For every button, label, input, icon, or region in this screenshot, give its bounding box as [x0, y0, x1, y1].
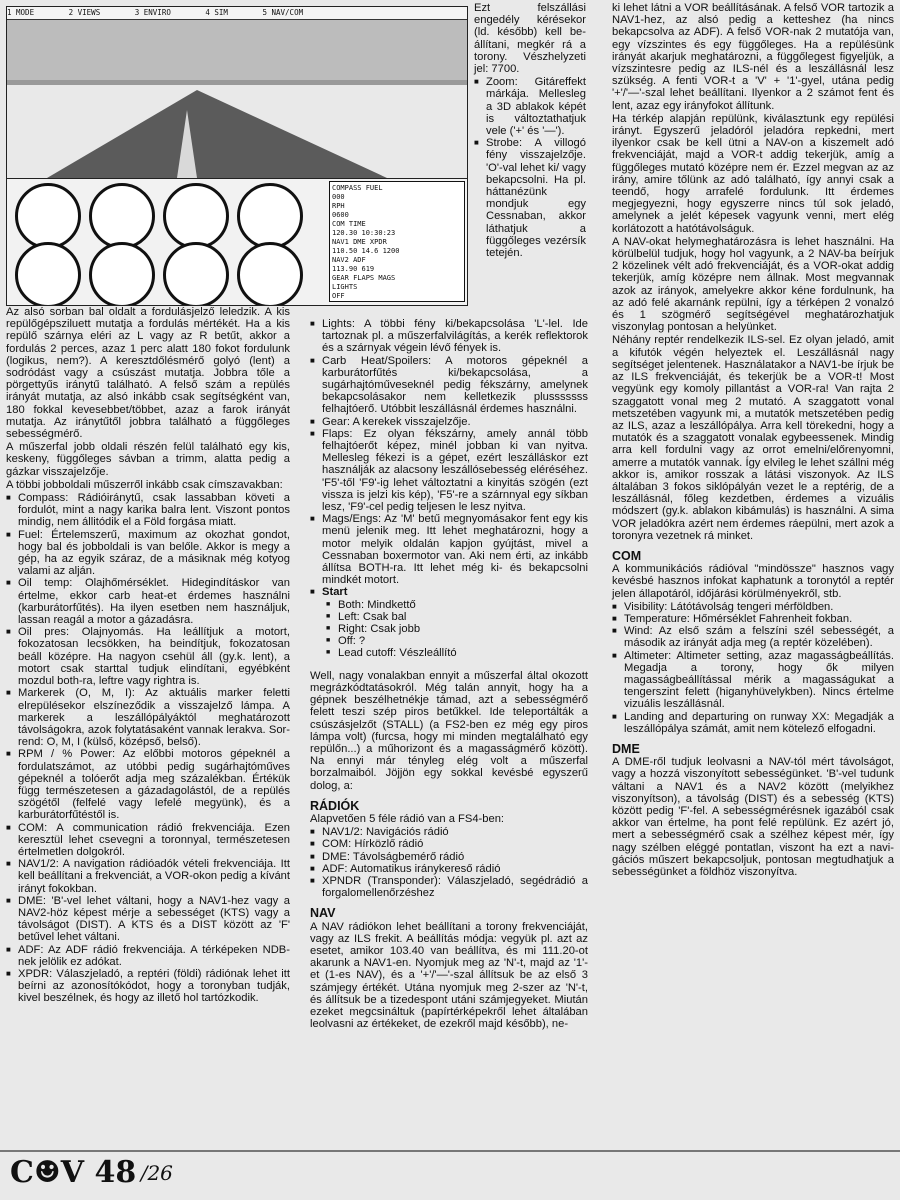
- list-item: ■ Right: Csak jobb: [336, 623, 588, 635]
- page-number: /26: [140, 1160, 173, 1185]
- paragraph: A DME-ről tudjuk leolvasni a NAV-tól mért távolságot, vagy a hozzá viszonyított sebességünket. 'B'-vel tudunk váltani a NAV1 és a NAV2 között (melyikhez viszonyítson), a távolság (DIST) és a sebesség (KTS) között pedig 'F'-fel. A sebességmérésnek igazából csak akkor van értelme, ha pont felé repülünk. Ez azért jó, mert a sebességmérő csak a szélhez képest mér, így nagy szélben eléggé pontatlan, viszont ha ezt a navigációs műszert bekapcsoljuk, pontosan megtudhatjuk a sebességünket a földhöz viszonyítva.: [612, 756, 894, 879]
- column-3: [612, 2, 894, 879]
- list-item: ■ Fuel: Értelemszerű, maximum az okozhat gondot, hogy bal és jobboldali is van belőle. Akkor is megy a gép, ha az egyik száraz, de a másiknak még kotyog valami az alján.: [16, 529, 290, 578]
- list-item: ■ Strobe: A villogó fény visszajelzője. 'O'-val lehet ki/ vagy bekapcsolni. Ha pl. háttanézünk mondjuk egy Cessnaban, akkor láthatjuk a függőleges vezérsík tetején.: [484, 137, 586, 259]
- top-list: [474, 76, 586, 259]
- com-list: [612, 601, 894, 735]
- runway-shape: [47, 90, 387, 178]
- radio-line: 120.30 10:30:23: [332, 229, 396, 237]
- menu-sim: 4 SIM: [205, 8, 228, 17]
- list-item: ■ Compass: Rádióiránytű, csak lassabban követi a fordulót, mint a nagy karika balra lent. Viszont pontos mindig, nem állitódik el a Föld forgása miatt.: [16, 492, 290, 529]
- radio-line: 000: [332, 193, 345, 201]
- vsi-gauge: [237, 242, 303, 306]
- paragraph: Alapvetően 5 féle rádió van a FS4-ben:: [310, 812, 505, 825]
- paragraph: A többi jobboldali műszerről inkább csak címszavakban:: [6, 478, 283, 491]
- radios-list: [310, 826, 588, 899]
- list-item: ■ XPNDR (Transponder): Válaszjeladó, segédrádió a forgalomellenőrzéshez: [320, 875, 588, 899]
- list-item: ■ COM: Hírközlő rádió: [320, 838, 588, 850]
- radio-line: NAV1 DME XPDR: [332, 238, 387, 246]
- menu-views: 2 VIEWS: [68, 8, 101, 17]
- start-sublist: [322, 599, 588, 660]
- list-item: ■ Markerek (O, M, I): Az aktuális marker feletti elrepülésekor elszíneződik a visszajelző lámpa. A markerek a leszállópályáktól meghatározott távolságokra, azok folytatásaként vannak lerakva. Sorrend: O, M, I (külső, középső, belső).: [16, 687, 290, 748]
- runway-centerline: [177, 110, 197, 178]
- list-item: ■ NAV1/2: Navigációs rádió: [320, 826, 588, 838]
- section-heading: DME: [612, 741, 640, 756]
- menu-enviro: 3 ENVIRO: [134, 8, 171, 17]
- list-item: ■ Zoom: Gitáreffekt márkája. Mellesleg a 3D ablakok képét is változtathatjuk vele ('+' és '—').: [484, 76, 586, 137]
- list-item: ■ RPM / % Power: Az előbbi motoros gépeknél a fordulatszámot, az utóbbi pedig sugárhajtóműves gépeknél a tolóerőt adja meg százalékban. Értékük függ természetesen a gázadagolástól, de a repülés szögétől (felfelé vagy lefelé megyünk), és a karburátorfűtéstől is.: [16, 748, 290, 821]
- radio-line: GEAR FLAPS MAGS: [332, 274, 396, 282]
- flight-simulator-screenshot: [6, 6, 468, 306]
- radio-line: NAV2 ADF: [332, 256, 366, 264]
- list-item: ■ Gear: A kerekek visszajelzője.: [320, 416, 588, 428]
- magazine-logo: C☻V 48: [10, 1155, 137, 1190]
- paragraph: A NAV rádiókon lehet beállítani a torony frekvenciáját, vagy az ILS frekit. A beállítás módja: vegyük pl. azt az esetet, amikor 103.40 van beállítva, és mi 111.20-ot akarunk a NAV1-en. Nyomjuk meg az 'N'-t, majd az '1'-et (1-es NAV), és a '+'/'—'-szal állítsuk be az első 3 számjegy értékét. Utána nyomjuk meg 2-szer az 'N'-t, és állítsuk be a tizedespont utáni számjegyeket. Miután ezeket megcsináltuk (papírtérképekről lehet általában leolvasni az értékeket, de ezekről majd később), ne-: [310, 920, 588, 1031]
- section-heading: RÁDIÓK: [310, 798, 360, 813]
- list-item: ■ DME: Távolságbemérő rádió: [320, 851, 588, 863]
- radio-line: 113.90 619: [332, 265, 375, 273]
- turn-coordinator-gauge: [15, 242, 81, 306]
- menu-navcom: 5 NAV/COM: [262, 8, 304, 17]
- section-heading: COM: [612, 548, 642, 563]
- instrument-list: [6, 492, 290, 1005]
- list-item: ■ Oil pres: Olajnyomás. Ha leállítjuk a motort, fokozatosan lecsökken, ha beindítjuk, fokozatosan beáll középre. Ha nagyon csehül áll (gy.k. lent), a motort csak starttal tudjuk elindítani, egyébként mozdul both-ra, leftre vagy rightra is.: [16, 626, 290, 687]
- list-item: ■ ADF: Automatikus iránykereső rádió: [320, 863, 588, 875]
- list-item: ■ Wind: Az első szám a felszíni szél sebességét, a második az irányát adja meg (a reptér közelében).: [622, 625, 894, 649]
- paragraph: Néhány reptér rendelkezik ILS-sel. Ez olyan jeladó, amit a kifutók végén helyeztek el. Leszállásnál nagy segítséget jelentenek. Használatakor a NAV1-be írjuk be az ILS frekvenciáját, és tekerjük be a VOR-t! Most vegyünk egy komoly pillantást a VOR-ra! Van rajta 2 szaggatott vonal meg 2 mutató. A szaggatott vonal metszetében vagyunk mi, a mutatók metszetében pedig az ILS, azaz a leszállópálya. Arra kell törekedni, hogy a mutatók és a szaggatott vonalak egybeessenek. Mindig arra kell fordulni vagy az orrot emelni/előrenyomni, amerre a mutatók vannak. Így elvileg le lehet szállni még akkor is, amikor rosszak a látási viszonyok. Az ILS általában 3 fokos siklópályán vezet le a reptérig, de a leszállásnál, főleg kezdetben, érdemes a vizuális módszert (gy.k. ablakon kibámulás) is használni. A sima VOR jeladókra azért nem érdemes ráepülni, mert azok a toronyra vezetnek rá minket.: [612, 334, 894, 542]
- radio-line: COMPASS FUEL: [332, 184, 383, 192]
- attitude-gauge: [89, 183, 155, 249]
- paragraph: Well, nagy vonalakban ennyit a műszerfal által okozott megrázkódtatásokról. Még talán annyit, hogy ha a gépnek beszélhetnékje támad, azt a sebességmérő felett teszi szép piros betűkkel. Ide teleportálták a csúszásjelzőt (STALL) (a FS2-ben ez még egy piros lámpa volt) (furcsa, hogy mi minden megtalálható egy repülőn...) a műhorizont és a magasságmérő között). Na ennyi már tényleg elég volt a műszerfal borzalmaiból. Jöjjön egy sokkal kevésbé egyszerű dolog, a:: [310, 669, 588, 792]
- list-item: ■ XPDR: Válaszjeladó, a reptéri (földi) rádiónak lehet itt beírni az azonosítókódot, hogy a toronyban tudják, kivel beszélnek, és hogy az illető hol tartózkodik.: [16, 968, 290, 1005]
- radio-line: LIGHTS: [332, 283, 358, 291]
- heading-gauge: [89, 242, 155, 306]
- list-item: ■ Flaps: Ez olyan fékszárny, amely annál több felhajtóerőt képez, minél jobban ki van nyitva. Mellesleg fékezi is a gépet, ezért leszálláskor ezt használják az alacsony leszállósebesség eléréséhez. 'F5'-től 'F9'-ig lehet változtatni a kinyitás szögén (ezt vissza is jelzi kis kép), 'F5'-re a szárnnyal egy síkban lesz, 'F9'-cel pedig teljesen le lesz nyitva.: [320, 428, 588, 513]
- section-heading: NAV: [310, 906, 336, 921]
- radio-line: COM TIME: [332, 220, 366, 228]
- list-item: ■ Mags/Engs: Az 'M' betű megnyomásakor fent egy kis menü jelenik meg. Itt lehet meghatározni, hogy a motor melyik oldalán kapjon gyújtást, mivel a Cessnaban boxermotor van. Aki nem érti, az inkább állítsa BOTH-ra. Itt lehet még ki- és bekapcsolni mindkét motort.: [320, 513, 588, 586]
- list-item: ■ NAV1/2: A navigation rádióadók vételi frekvenciája. Itt kell beállítani a frekvenciát, a VOR-okon pedig a kívánt irányt fokokban.: [16, 858, 290, 895]
- list-item: ■ Carb Heat/Spoilers: A motoros gépeknél a karburátorfűtés ki/bekapcsolása, a sugárhajtóműveseknél pedig fékszárny, amelynek bekapcsolásakor nem kelletkezik plusssssss felhajtóerő. Utóbbit leszállásnál érdemes használni.: [320, 355, 588, 416]
- list-item: ■ Start ■ Both: Mindkettő ■ Left: Csak bal ■ Right: Csak jobb ■ Off: ? ■ Lead cutoff: Vészleállító: [320, 586, 588, 659]
- instrument-panel: [7, 178, 467, 306]
- radio-line: RPH: [332, 202, 345, 210]
- list-item: ■ Visibility: Látótávolság tengeri mérföldben.: [622, 601, 894, 613]
- airspeed-gauge: [15, 183, 81, 249]
- list-item: ■ Lead cutoff: Vészleállító: [336, 647, 588, 659]
- paragraph: A kommunikációs rádióval "mindössze" hasznos vagy kevésbé hasznos infokat kaphatunk a toronytól a reptér jelen állapotáról, időjárási körülményekről, stb.: [612, 563, 894, 600]
- cockpit-view: [7, 20, 467, 178]
- paragraph: ki lehet látni a VOR beállításának. A felső VOR tartozik a NAV1-hez, az alsó pedig a ketteshez (ha nincs bekapcsolva az ADF). A felső VOR-nak 2 mutatója van, egy vízszintes és egy függőleges. Ha a repülésünk irányát akarjuk meghatározni, a függőlegest figyeljük, a vízszintesre pedig az ILS-nél és a leszállásnál lesz szükség. A fenti VOR-t a 'V' + '1'-gyel, utána pedig '+'/'—'-szal lehet beállítani. Ilyenkor a 2 számot fent és lent, azaz egy irányfokot állítunk.: [612, 2, 894, 112]
- sim-menu-bar: [7, 7, 467, 20]
- paragraph: A NAV-okat helymeghatározásra is lehet használni. Ha körülbelül tudjuk, hogy hol vagyunk, a 2 NAV-ba beírjuk 2 közelinek vélt adó frekvenciáját, és a VOR-okat addig tekerjük, amíg középre nem állnak. Most megvannak azok az irányok, amelyekre akkor kéne fordulnunk, ha az adó felé akarnánk repülni, így a térképen 2 vonalzó és 1 szögmérő segítségével meghatározhatjuk viszonylag pontosan a helyünket.: [612, 235, 894, 334]
- column-2-top: [474, 2, 586, 259]
- paragraph: Ezt felszállási engedély kérésekor (ld. később) kell beállítani, megkér rá a torony. Vészhelyzeti jel: 7700.: [474, 2, 586, 76]
- rpm-gauge: [237, 183, 303, 249]
- vor-gauge: [163, 242, 229, 306]
- radio-line: 0600: [332, 211, 349, 219]
- radio-line: 110.50 14.6 1200: [332, 247, 400, 255]
- list-item: ■ COM: A communication rádió frekvenciája. Ezen keresztül lehet csevegni a toronnyal, természetesen értelmetlen dolgokról.: [16, 822, 290, 859]
- altimeter-gauge: [163, 183, 229, 249]
- list-item: ■ Left: Csak bal: [336, 611, 588, 623]
- radio-line: OFF: [332, 292, 345, 300]
- paragraph: Ha térkép alapján repülünk, kiválasztunk egy repülési irányt. Egyszerű jeladóról jeladóra repkedni, mert ilyenkor csak be kell ütni a NAV-on a kiszemelt adó frekvenciáját, majd a VOR-t addig tekerjük, amíg a függőleges mutató középre nem ér. Ezzel megvan az az irány, amire tőlünk az adó található, így annyi csak a teendő, hogy arrafelé fordulunk. Itt érdemes megjegyezni, hogy egyszerre nincs túl sok jeladó, amelynek a jelét képesek vagyunk venni, mert elég korlátozott a hatótávolságuk.: [612, 112, 894, 235]
- list-item: ■ Temperature: Hőmérséklet Fahrenheit fokban.: [622, 613, 894, 625]
- list-item: ■ DME: 'B'-vel lehet váltani, hogy a NAV1-hez vagy a NAV2-höz képest mérje a sebességet (KTS) vagy a távolságot (DIST). A KTS és a DIST között az 'F' betűvel lehet váltani.: [16, 895, 290, 944]
- menu-mode: 1 MODE: [7, 8, 35, 17]
- switch-list: [310, 318, 588, 660]
- footer: [10, 1155, 173, 1195]
- radio-stack: [329, 181, 465, 302]
- paragraph: A műszerfal jobb oldali részén felül található egy kis, keskeny, függőleges sávban a trimm, alatta pedig a gázkar visszajelzője.: [6, 441, 290, 478]
- column-2: [310, 318, 588, 1031]
- paragraph: Az alsó sorban bal oldalt a fordulásjelző leledzik. A kis repülőgépsziluett mutatja a fordulás mértékét. Ha a kis repülő szárnya eléri az L vagy az R betűt, akkor a fordulás 2 perces, azaz 1 perc alatt 180 fokot fordulunk (logikus, nem?). A keresztdőlésmérő golyó (lent) a sodródást vagy a csúszást mutatja. Jobbra tőle a pörgettyűs iránytű található. A felső szám a repülés irányát mutatja, az alsó inkább csak segítségként van, 180 fokkal kevesebbet/többet, azaz a farok irányát mutatja. Az iránytűtől jobbra található a függőleges sebességmérő.: [6, 306, 290, 441]
- list-item: ■ Landing and departuring on runway XX: Megadják a leszállópálya számát, amit nem kötelező elfogadni.: [622, 711, 894, 735]
- footer-divider: [0, 1150, 900, 1152]
- column-1: [6, 306, 290, 1005]
- list-item: ■ Oil temp: Olajhőmérséklet. Hidegindításkor van értelme, ekkor carb heat-et érdemes használni (karburátorfűtés). Ha ilyen esetben nem használjuk, lassan reagál a motor a gázadásra.: [16, 577, 290, 626]
- list-item: ■ Lights: A többi fény ki/bekapcsolása 'L'-lel. Ide tartoznak pl. a műszerfalvilágítás, a kerék reflektorok és a szárnyak végein lévő fények is.: [320, 318, 588, 355]
- list-item: ■ ADF: Az ADF rádió frekvenciája. A térképeken NDB-nek jelölik ez adókat.: [16, 944, 290, 968]
- list-item: ■ Off: ?: [336, 635, 588, 647]
- list-item: ■ Both: Mindkettő: [336, 599, 588, 611]
- list-item: ■ Altimeter: Altimeter setting, azaz magasságbeállítás. Megadja a torony, hogy ők milyen magasságbeállítással mérik a magasságukat a tengerszint felett (higanyhüvelykben). Nincs értelme vizuális leszállásnál.: [622, 650, 894, 711]
